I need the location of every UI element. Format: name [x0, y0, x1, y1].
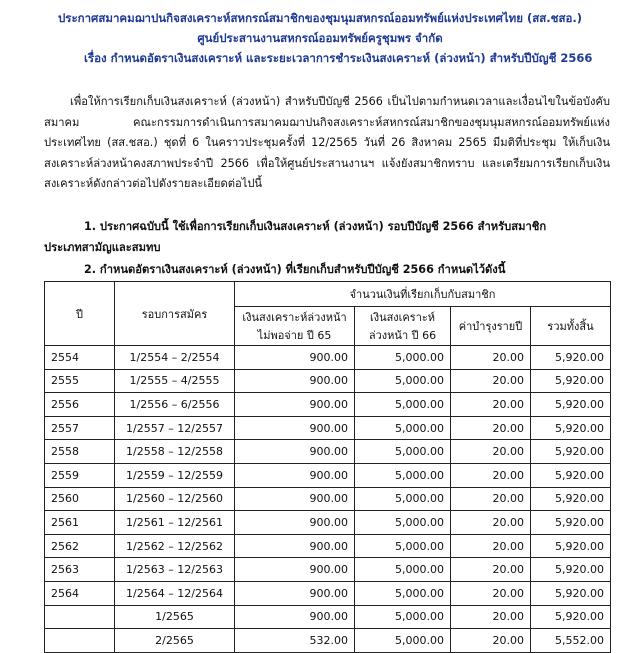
- cell-prev: 900.00: [235, 440, 355, 464]
- table-row: [45, 393, 611, 417]
- clause-1-line-1: 1. ประกาศฉบับนี้ ใช้เพื่อการเรียกเก็บเงินสงเคราะห์ (ล่วงหน้า) รอบปีบัญชี 2566 สำหรับสมาชิก: [84, 220, 547, 233]
- cell-advance: 5,000.00: [355, 369, 451, 393]
- cell-fee: 20.00: [451, 558, 531, 582]
- cell-advance: 5,000.00: [355, 605, 451, 629]
- cell-advance: 5,000.00: [355, 393, 451, 417]
- cell-fee: 20.00: [451, 393, 531, 417]
- table-row: [45, 605, 611, 629]
- cell-advance: 5,000.00: [355, 346, 451, 370]
- col-header-prev-line-1: เงินสงเคราะห์ล่วงหน้า: [242, 311, 347, 324]
- cell-prev: 900.00: [235, 605, 355, 629]
- table-row: [45, 511, 611, 535]
- cell-total: 5,920.00: [531, 581, 611, 605]
- cell-total: 5,552.00: [531, 629, 611, 653]
- cell-round: 1/2560 – 12/2560: [115, 487, 235, 511]
- cell-fee: 20.00: [451, 369, 531, 393]
- col-header-group: จำนวนเงินที่เรียกเก็บกับสมาชิก: [235, 282, 611, 307]
- cell-total: 5,920.00: [531, 416, 611, 440]
- cell-year: 2558: [45, 440, 115, 464]
- cell-year: 2560: [45, 487, 115, 511]
- intro-paragraph: [44, 92, 610, 195]
- cell-round: 1/2554 – 2/2554: [115, 346, 235, 370]
- cell-prev: 900.00: [235, 534, 355, 558]
- cell-advance: 5,000.00: [355, 487, 451, 511]
- cell-year: [45, 629, 115, 653]
- cell-round: 1/2564 – 12/2564: [115, 581, 235, 605]
- rates-table: [44, 281, 611, 653]
- cell-prev: 900.00: [235, 463, 355, 487]
- intro-paragraph-text: เพื่อให้การเรียกเก็บเงินสงเคราะห์ (ล่วงหน้า) สำหรับปีบัญชี 2566 เป็นไปตามกำหนดเวลาและเงื่อนไขในข้อบังคับสมาคม คณะกรรมการดำเนินการสมาคมฌาปนกิจสงเคราะห์สหกรณ์สมาชิกของชุมนุมสหกรณ์ออมทรัพย์แห่งประเทศไทย (สส.ชสอ.) ชุดที่ 6 ในคราวประชุมครั้งที่ 12/2565 วันที่ 26 สิงหาคม 2565 มีมติที่ประชุม ให้เก็บเงินสงเคราะห์ล่วงหน้าคงสภาพประจำปี 2566 เพื่อให้ศูนย์ประสานงานฯ แจ้งยังสมาชิกทราบ และเตรียมการเรียกเก็บเงินสงเคราะห์ดังกล่าวต่อไปดังรายละเอียดต่อไปนี้: [44, 95, 610, 190]
- table-row: [45, 346, 611, 370]
- col-header-total: รวมทั้งสิ้น: [531, 307, 611, 346]
- cell-year: [45, 605, 115, 629]
- table-row: [45, 534, 611, 558]
- col-header-round: รอบการสมัคร: [115, 282, 235, 346]
- cell-year: 2563: [45, 558, 115, 582]
- cell-total: 5,920.00: [531, 346, 611, 370]
- cell-prev: 900.00: [235, 581, 355, 605]
- cell-total: 5,920.00: [531, 511, 611, 535]
- cell-prev: 532.00: [235, 629, 355, 653]
- cell-round: 1/2561 – 12/2561: [115, 511, 235, 535]
- cell-round: 1/2559 – 12/2559: [115, 463, 235, 487]
- cell-round: 1/2562 – 12/2562: [115, 534, 235, 558]
- table-row: [45, 416, 611, 440]
- cell-year: 2557: [45, 416, 115, 440]
- cell-year: 2555: [45, 369, 115, 393]
- cell-total: 5,920.00: [531, 393, 611, 417]
- cell-advance: 5,000.00: [355, 440, 451, 464]
- cell-round: 2/2565: [115, 629, 235, 653]
- cell-total: 5,920.00: [531, 440, 611, 464]
- cell-prev: 900.00: [235, 487, 355, 511]
- table-row: [45, 440, 611, 464]
- cell-advance: 5,000.00: [355, 416, 451, 440]
- header-subject: เรื่อง กำหนดอัตราเงินสงเคราะห์ และระยะเวลาการชำระเงินสงเคราะห์ (ล่วงหน้า) สำหรับปีบัญชี 2566: [84, 51, 593, 65]
- cell-fee: 20.00: [451, 581, 531, 605]
- cell-year: 2559: [45, 463, 115, 487]
- cell-total: 5,920.00: [531, 534, 611, 558]
- header-center-name: ศูนย์ประสานงานสหกรณ์ออมทรัพย์ครูชุมพร จำกัด: [197, 31, 443, 45]
- cell-fee: 20.00: [451, 629, 531, 653]
- cell-prev: 900.00: [235, 558, 355, 582]
- col-header-prev-line-2: ไม่พอจ่าย ปี 65: [257, 329, 332, 342]
- cell-total: 5,920.00: [531, 487, 611, 511]
- cell-advance: 5,000.00: [355, 511, 451, 535]
- table-row: [45, 369, 611, 393]
- cell-prev: 900.00: [235, 369, 355, 393]
- cell-fee: 20.00: [451, 534, 531, 558]
- document-header: [0, 8, 640, 68]
- clause-1-line-2: ประเภทสามัญและสมทบ: [44, 241, 161, 254]
- clause-1: [44, 216, 610, 258]
- col-header-advance: [355, 307, 451, 346]
- cell-round: 1/2563 – 12/2563: [115, 558, 235, 582]
- cell-fee: 20.00: [451, 463, 531, 487]
- cell-total: 5,920.00: [531, 369, 611, 393]
- cell-year: 2556: [45, 393, 115, 417]
- cell-total: 5,920.00: [531, 605, 611, 629]
- cell-year: 2564: [45, 581, 115, 605]
- cell-fee: 20.00: [451, 605, 531, 629]
- cell-round: 1/2558 – 12/2558: [115, 440, 235, 464]
- header-association-title: ประกาศสมาคมฌาปนกิจสงเคราะห์สหกรณ์สมาชิกของชุมนุมสหกรณ์ออมทรัพย์แห่งประเทศไทย (สส.ชสอ.): [57, 11, 583, 25]
- col-header-advance-line-1: เงินสงเคราะห์: [369, 311, 436, 324]
- table-row: [45, 487, 611, 511]
- cell-advance: 5,000.00: [355, 629, 451, 653]
- cell-year: 2554: [45, 346, 115, 370]
- col-header-fee: ค่าบำรุงรายปี: [451, 307, 531, 346]
- cell-advance: 5,000.00: [355, 463, 451, 487]
- cell-fee: 20.00: [451, 487, 531, 511]
- cell-prev: 900.00: [235, 416, 355, 440]
- cell-prev: 900.00: [235, 346, 355, 370]
- table-row: [45, 629, 611, 653]
- cell-advance: 5,000.00: [355, 558, 451, 582]
- cell-round: 1/2556 – 6/2556: [115, 393, 235, 417]
- cell-round: 1/2565: [115, 605, 235, 629]
- table-row: [45, 558, 611, 582]
- table-row: [45, 581, 611, 605]
- cell-advance: 5,000.00: [355, 581, 451, 605]
- cell-fee: 20.00: [451, 511, 531, 535]
- cell-total: 5,920.00: [531, 463, 611, 487]
- cell-year: 2561: [45, 511, 115, 535]
- cell-round: 1/2557 – 12/2557: [115, 416, 235, 440]
- cell-total: 5,920.00: [531, 558, 611, 582]
- cell-year: 2562: [45, 534, 115, 558]
- cell-fee: 20.00: [451, 416, 531, 440]
- table-row: [45, 463, 611, 487]
- col-header-year: ปี: [45, 282, 115, 346]
- cell-fee: 20.00: [451, 440, 531, 464]
- cell-advance: 5,000.00: [355, 534, 451, 558]
- cell-fee: 20.00: [451, 346, 531, 370]
- col-header-advance-line-2: ล่วงหน้า ปี 66: [368, 329, 437, 342]
- clause-2: 2. กำหนดอัตราเงินสงเคราะห์ (ล่วงหน้า) ที่เรียกเก็บสำหรับปีบัญชี 2566 กำหนดไว้ดังนี้: [84, 263, 506, 276]
- cell-round: 1/2555 – 4/2555: [115, 369, 235, 393]
- cell-prev: 900.00: [235, 511, 355, 535]
- col-header-prev-shortfall: [235, 307, 355, 346]
- cell-prev: 900.00: [235, 393, 355, 417]
